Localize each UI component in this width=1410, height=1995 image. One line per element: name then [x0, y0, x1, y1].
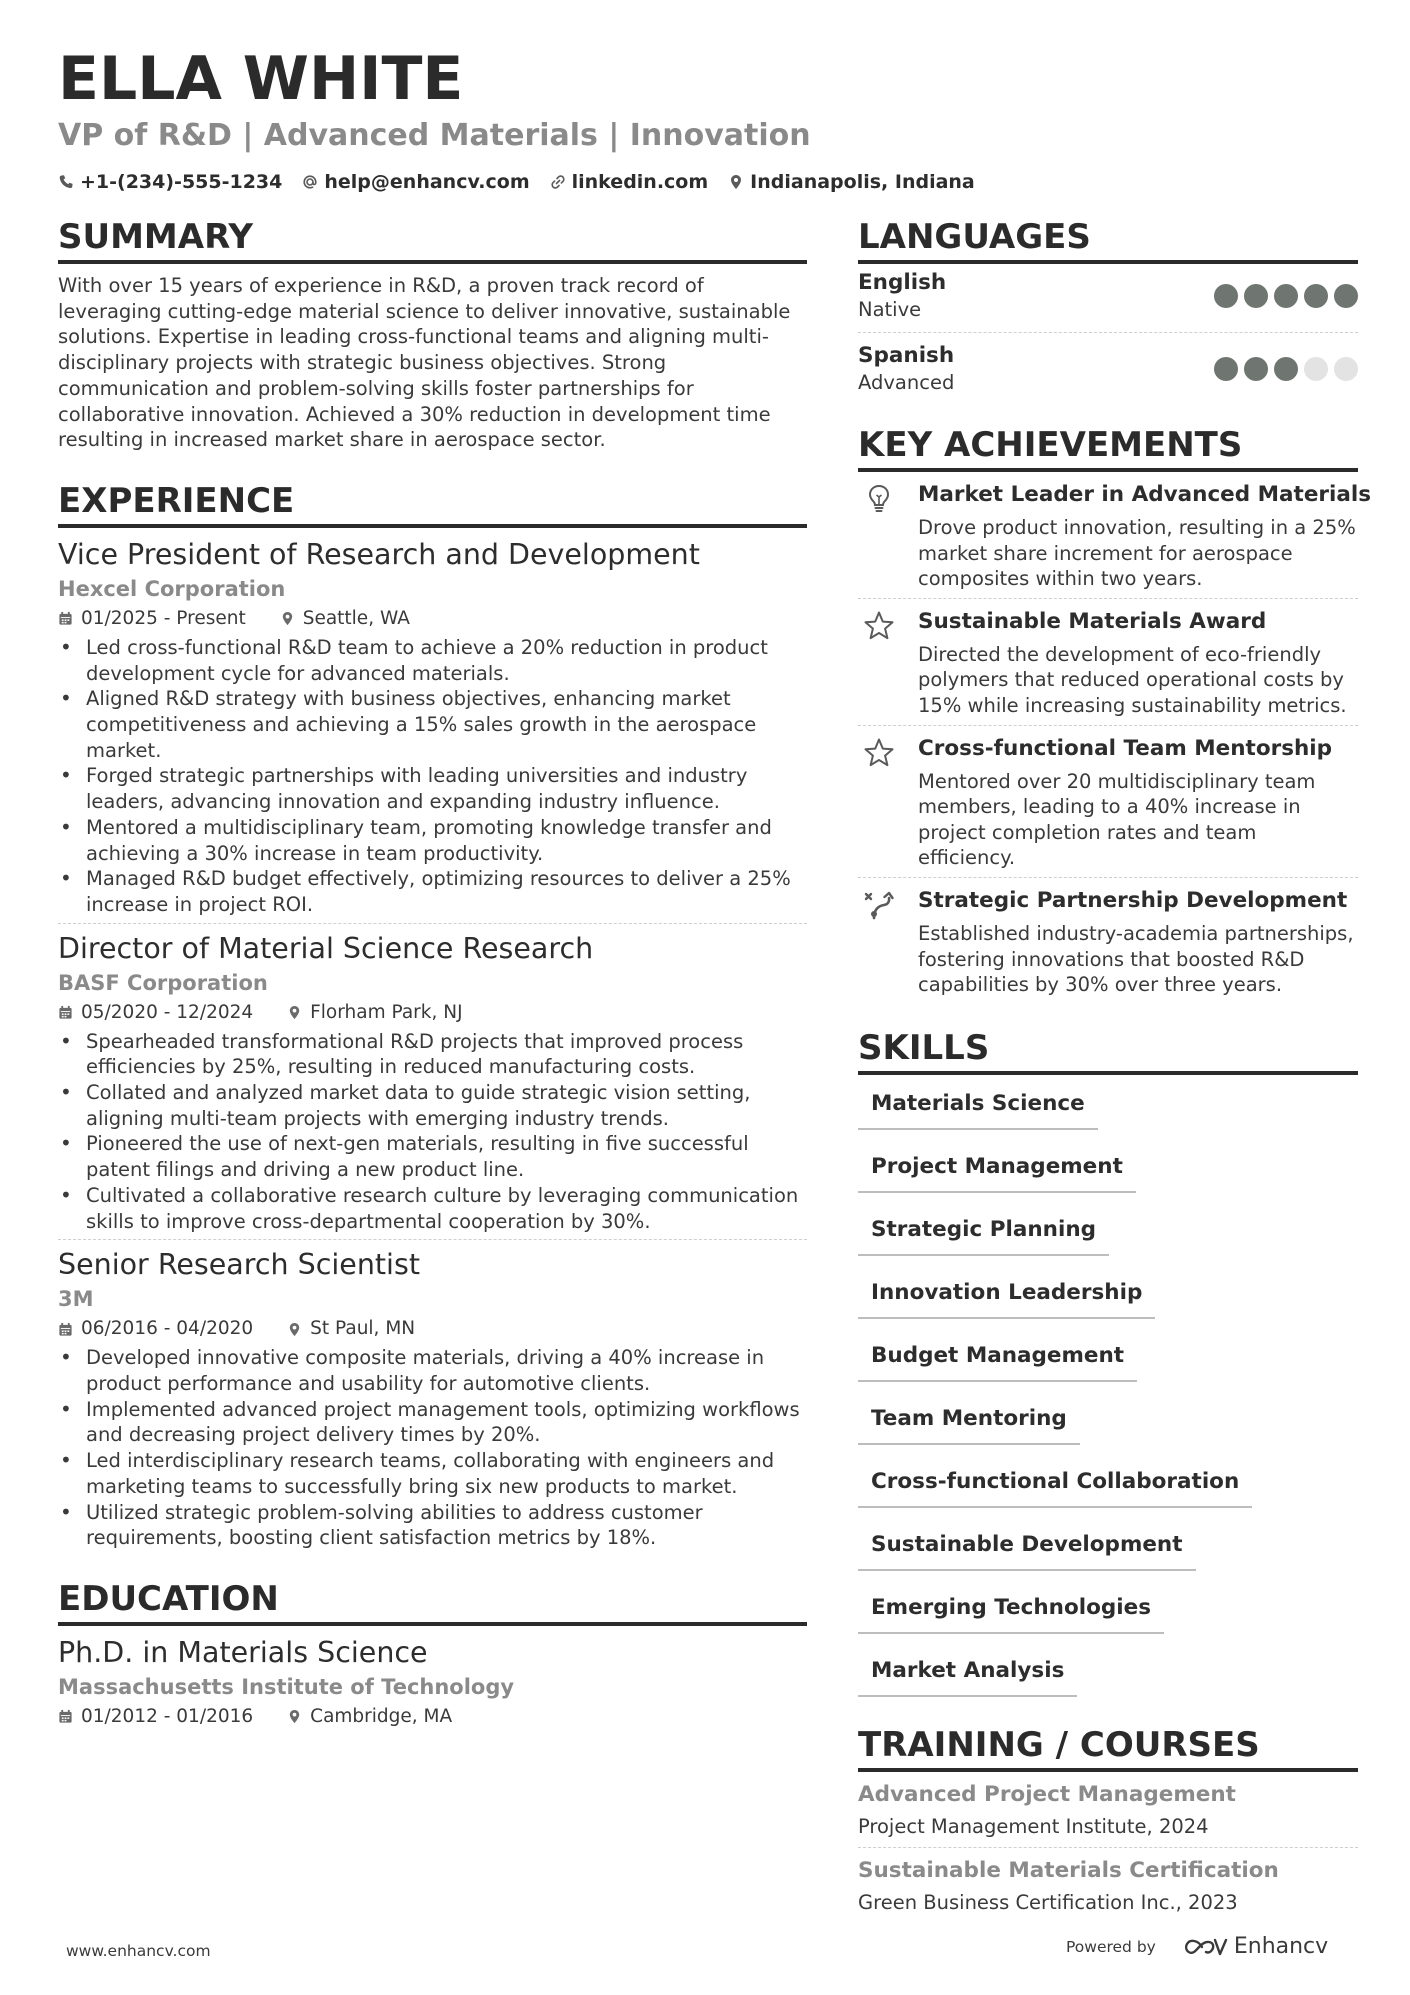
at-icon: [302, 174, 318, 190]
rating-dot-filled: [1334, 284, 1358, 308]
rating-dot-empty: [1334, 357, 1358, 381]
route-icon: [862, 888, 896, 922]
enhancv-logo-icon: [1182, 1935, 1228, 1959]
achievement-desc: Directed the development of eco-friendly polymers that reduced operational costs by 15% while increasing sustainability metrics.: [918, 642, 1347, 717]
brand-logo[interactable]: [1182, 1934, 1328, 1959]
achievement-title: Strategic Partnership Development: [918, 887, 1348, 913]
bullet-item: • Managed R&D budget effectively, optimizing resources to deliver a 25% increase in project ROI.: [58, 866, 807, 917]
education-school: Massachusetts Institute of Technology: [58, 1674, 515, 1699]
language-item: [858, 264, 1358, 328]
candidate-headline: VP of R&D | Advanced Materials | Innovation: [58, 118, 811, 153]
left-column: [58, 215, 807, 1730]
achievement-desc: Drove product innovation, resulting in a 25% market share increment for aerospace composites within two years.: [918, 516, 1356, 591]
achievement-title: Sustainable Materials Award: [918, 608, 1267, 634]
job-bullets: [58, 635, 807, 918]
bullet-item: • Developed innovative composite materials, driving a 40% increase in product performance and usability for automotive clients.: [58, 1345, 807, 1396]
location-pin-icon: [287, 1709, 302, 1724]
rating-dot-filled: [1274, 284, 1298, 308]
skill-tag: Market Analysis: [858, 1652, 1077, 1697]
location-pin-icon: [280, 611, 295, 626]
achievement-title: Market Leader in Advanced Materials: [918, 482, 1372, 507]
language-name: Spanish: [858, 343, 955, 368]
bullet-item: • Spearheaded transformational R&D projects that improved process efficiencies by 25%, resulting in reduced manufacturing costs.: [58, 1029, 807, 1080]
job-location-text: St Paul, MN: [310, 1318, 416, 1340]
bullet-item: • Aligned R&D strategy with business objectives, enhancing market competitiveness and achieving a 15% sales growth in the aerospace market.: [58, 686, 807, 763]
course-org: Project Management Institute, 2024: [858, 1814, 1209, 1838]
course-title: Sustainable Materials Certification: [858, 1857, 1279, 1883]
right-column: [858, 215, 1372, 1917]
star-icon: [862, 736, 896, 770]
language-level: Advanced: [858, 371, 955, 394]
achievement-item: [858, 726, 1358, 877]
link-icon: [550, 174, 566, 190]
achievement-item: [858, 878, 1358, 1004]
rating-dot-filled: [1244, 357, 1268, 381]
training-title: TRAINING / COURSES: [858, 1723, 1358, 1772]
summary-text: With over 15 years of experience in R&D, a proven track record of leveraging cutting-edge material science to deliver innovative, sustainable solutions. Expertise in leading cross-functional teams and aligning multi-disciplinary projects with strategic business objectives. Strong communication and problem-solving skills foster partnerships for collaborative innovation. Achieved a 30% reduction in development time resulting in increased market share in aerospace sector.: [58, 274, 791, 452]
footer-website[interactable]: www.enhancv.com: [66, 1942, 211, 1960]
phone-icon: [58, 174, 74, 190]
rating-dot-empty: [1304, 357, 1328, 381]
rating-dot-filled: [1274, 357, 1298, 381]
bullet-item: • Cultivated a collaborative research culture by leveraging communication skills to improve cross-departmental cooperation by 30%.: [58, 1183, 807, 1234]
contact-phone: [58, 171, 282, 193]
language-rating: [1208, 357, 1358, 381]
skills-list: [858, 1085, 1358, 1715]
course-item: [858, 1780, 1358, 1841]
education-entry: [58, 1635, 807, 1730]
job-role: Vice President of Research and Development: [58, 537, 700, 571]
calendar-icon: [58, 611, 73, 626]
job-meta: [58, 606, 807, 632]
skills-title: SKILLS: [858, 1026, 1358, 1075]
job-company: BASF Corporation: [58, 970, 268, 995]
bullet-item: • Led cross-functional R&D team to achieve a 20% reduction in product development cycle for advanced materials.: [58, 635, 807, 686]
course-org: Green Business Certification Inc., 2023: [858, 1890, 1238, 1914]
achievement-desc: Mentored over 20 multidisciplinary team members, leading to a 40% increase in project completion rates and team efficiency.: [918, 769, 1316, 870]
language-item: [858, 337, 1358, 401]
course-title: Advanced Project Management: [858, 1781, 1236, 1807]
bullet-item: • Collated and analyzed market data to guide strategic vision setting, aligning multi-team projects with emerging industry trends.: [58, 1080, 807, 1131]
education-dates-text: 01/2012 - 01/2016: [81, 1705, 254, 1727]
contact-email: [302, 171, 529, 193]
language-level: Native: [858, 298, 922, 321]
job-company: Hexcel Corporation: [58, 576, 286, 601]
achievement-desc: Established industry-academia partnerships, fostering innovations that boosted R&D capabilities by 30% over three years.: [918, 921, 1354, 997]
bullet-item: • Pioneered the use of next-gen materials, resulting in five successful patent filings and driving a new product line.: [58, 1131, 807, 1182]
education-degree: Ph.D. in Materials Science: [58, 1635, 428, 1669]
job-divider: [58, 923, 807, 924]
education-location-text: Cambridge, MA: [310, 1705, 453, 1727]
job-dates: [58, 1316, 253, 1342]
candidate-name: ELLA WHITE: [58, 44, 464, 114]
bullet-item: • Mentored a multidisciplinary team, promoting knowledge transfer and achieving a 30% increase in team productivity.: [58, 815, 807, 866]
language-rating: [1208, 284, 1358, 308]
course-divider: [858, 1847, 1358, 1848]
job-location: [287, 1000, 462, 1026]
languages-title: LANGUAGES: [858, 215, 1358, 264]
education-dates: [58, 1704, 253, 1730]
powered-by-text: Powered by: [1066, 1937, 1156, 1956]
skill-tag: Cross-functional Collaboration: [858, 1463, 1252, 1508]
contact-location: [728, 171, 975, 193]
job-location: [287, 1316, 415, 1342]
job-dates-text: 06/2016 - 04/2020: [81, 1318, 254, 1340]
bullet-item: • Implemented advanced project management tools, optimizing workflows and decreasing project delivery times by 20%.: [58, 1397, 807, 1448]
job-dates-text: 01/2025 - Present: [81, 607, 246, 629]
skill-tag: Materials Science: [858, 1085, 1098, 1130]
calendar-icon: [58, 1005, 73, 1020]
job-bullets: [58, 1029, 807, 1235]
education-meta: [58, 1704, 807, 1730]
job-role: Senior Research Scientist: [58, 1248, 420, 1282]
achievement-item: [858, 472, 1372, 598]
calendar-icon: [58, 1322, 73, 1337]
job-dates: [58, 606, 246, 632]
skill-tag: Budget Management: [858, 1337, 1137, 1382]
contact-linkedin: [550, 171, 709, 193]
job-dates-text: 05/2020 - 12/2024: [81, 1001, 254, 1023]
course-item: [858, 1856, 1358, 1917]
rating-dot-filled: [1304, 284, 1328, 308]
calendar-icon: [58, 1709, 73, 1724]
rating-dot-filled: [1214, 357, 1238, 381]
brand-name: Enhancv: [1233, 1934, 1329, 1959]
bullet-item: • Forged strategic partnerships with leading universities and industry leaders, advancing innovation and expanding industry influence.: [58, 763, 807, 814]
job-entry: [58, 931, 807, 1235]
language-name: English: [858, 270, 947, 295]
job-role: Director of Material Science Research: [58, 931, 594, 965]
location-pin-icon: [287, 1005, 302, 1020]
language-divider: [858, 332, 1358, 333]
job-entry: [58, 1247, 807, 1551]
skill-tag: Project Management: [858, 1148, 1136, 1193]
education-location: [287, 1704, 452, 1730]
job-dates: [58, 1000, 253, 1026]
job-location-text: Florham Park, NJ: [310, 1001, 463, 1023]
contact-bar: [58, 169, 995, 195]
skill-tag: Emerging Technologies: [858, 1589, 1164, 1634]
achievement-item: [858, 599, 1358, 725]
location-pin-icon: [287, 1322, 302, 1337]
job-bullets: [58, 1345, 807, 1551]
location-pin-icon: [728, 174, 744, 190]
skill-tag: Sustainable Development: [858, 1526, 1196, 1571]
job-meta: [58, 1000, 807, 1026]
rating-dot-filled: [1214, 284, 1238, 308]
job-meta: [58, 1316, 807, 1342]
job-location: [280, 606, 410, 632]
skill-tag: Innovation Leadership: [858, 1274, 1155, 1319]
footer-powered: [1066, 1934, 1328, 1959]
email-text[interactable]: help@enhancv.com: [324, 171, 530, 193]
skill-tag: Team Mentoring: [858, 1400, 1080, 1445]
achievement-title: Cross-functional Team Mentorship: [918, 735, 1333, 761]
education-title: EDUCATION: [58, 1577, 807, 1626]
experience-title: EXPERIENCE: [58, 479, 807, 528]
job-entry: [58, 537, 807, 918]
bullet-item: • Led interdisciplinary research teams, collaborating with engineers and marketing teams to successfully bring six new products to market.: [58, 1448, 807, 1499]
phone-text[interactable]: +1-(234)-555-1234: [80, 171, 283, 193]
lightbulb-icon: [862, 482, 896, 516]
skill-tag: Strategic Planning: [858, 1211, 1109, 1256]
rating-dot-filled: [1244, 284, 1268, 308]
bullet-item: • Utilized strategic problem-solving abilities to address customer requirements, boosting client satisfaction metrics by 18%.: [58, 1500, 807, 1551]
achievements-title: KEY ACHIEVEMENTS: [858, 423, 1358, 472]
job-location-text: Seattle, WA: [302, 607, 410, 629]
summary-title: SUMMARY: [58, 215, 807, 264]
job-divider: [58, 1239, 807, 1240]
star-icon: [862, 609, 896, 643]
location-text: Indianapolis, Indiana: [750, 171, 975, 193]
linkedin-text[interactable]: linkedin.com: [571, 171, 709, 193]
job-company: 3M: [58, 1287, 94, 1312]
